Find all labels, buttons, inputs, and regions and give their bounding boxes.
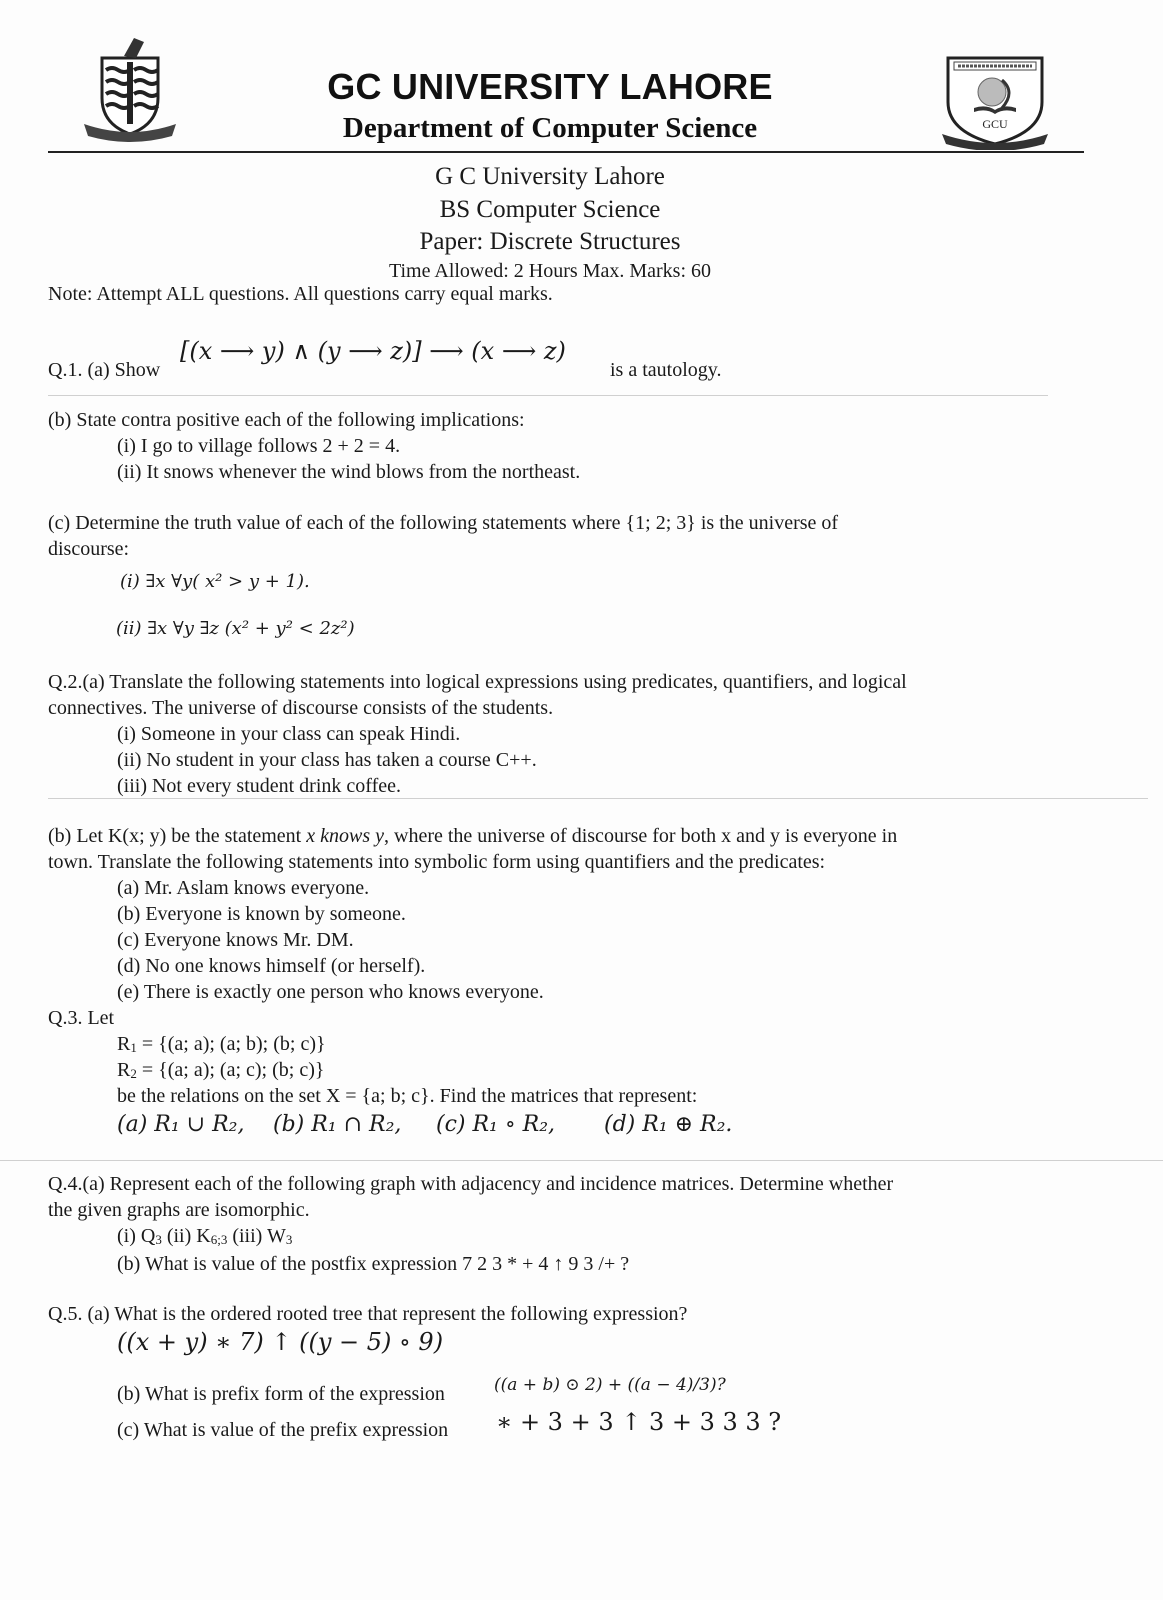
exam-paper-title: Paper: Discrete Structures (419, 228, 681, 255)
graph-w3-label: (iii) W (227, 1225, 286, 1247)
exam-note: Note: Attempt ALL questions. All questions carry equal marks. (48, 283, 553, 305)
q4a-title: Q.4.(a) Represent each of the following graph with adjacency and incidence matrices. Determine whether (48, 1173, 894, 1195)
q1a-expression: [(x ⟶ y) ∧ (y ⟶ z)] ⟶ (x ⟶ z) (180, 337, 566, 365)
q2b-item-d: (d) No one knows himself (or herself). (117, 955, 426, 977)
q3-title: Q.3. Let (48, 1007, 115, 1029)
q2b-title-cont: town. Translate the following statements into symbolic form using quantifiers and the predicates: (48, 851, 826, 873)
exam-time-marks: Time Allowed: 2 Hours Max. Marks: 60 (388, 260, 712, 282)
q2a-item-1: (i) Someone in your class can speak Hindi. (117, 723, 461, 745)
r1-sub: 1 (130, 1040, 137, 1055)
q1c-item-1: (i) ∃x ∀y( x² > y + 1). (120, 571, 310, 592)
q3-part-d: (d) R₁ ⊕ R₂. (604, 1112, 733, 1137)
q3-r2 (117, 1058, 324, 1086)
graph-q3-label: (i) Q (117, 1225, 156, 1247)
q1c-title-cont: discourse: (48, 538, 130, 560)
fold-line (0, 1160, 1163, 1161)
q2a-item-2: (ii) No student in your class has taken a course C++. (117, 749, 537, 771)
r1-value: = {(a; a); (a; b); (b; c)} (136, 1033, 326, 1055)
q1b-item-2: (ii) It snows whenever the wind blows from the northeast. (117, 461, 581, 483)
exam-university: G C University Lahore (435, 163, 665, 190)
q2b-item-b: (b) Everyone is known by someone. (117, 903, 406, 925)
q1a-prefix: Q.1. (a) Show (48, 359, 161, 381)
q5a-expression: ((x + y) ∗ 7) ↑ ((y − 5) ∘ 9) (117, 1328, 444, 1356)
q5b-expression: ((a + b) ⊙ 2) + ((a − 4)/3)? (494, 1375, 726, 1395)
graph-q3-sub: 3 (155, 1232, 162, 1247)
q2b-title-em: x knows y (306, 825, 385, 847)
q5b-text: (b) What is prefix form of the expression (117, 1383, 445, 1405)
exam-program: BS Computer Science (439, 196, 661, 223)
fold-line (48, 798, 1148, 799)
department-shield-icon (940, 52, 1050, 150)
q2b-item-c: (c) Everyone knows Mr. DM. (117, 929, 354, 951)
q4b-text: (b) What is value of the postfix expression 7 2 3 * + 4 ↑ 9 3 /+ ? (117, 1253, 630, 1275)
q3-part-c: (c) R₁ ∘ R₂, (436, 1112, 556, 1137)
r2-sub: 2 (130, 1066, 137, 1081)
graph-k63-sub: 6;3 (210, 1232, 228, 1247)
university-title: GC UNIVERSITY LAHORE (327, 66, 773, 107)
graph-k63-label: (ii) K (161, 1225, 211, 1247)
q2b-item-e: (e) There is exactly one person who knows everyone. (117, 981, 544, 1003)
q3-set-line: be the relations on the set X = {a; b; c}. Find the matrices that represent: (117, 1085, 698, 1107)
r1-label: R (117, 1033, 131, 1055)
q4a-title-cont: the given graphs are isomorphic. (48, 1199, 310, 1221)
q1b-item-1: (i) I go to village follows 2 + 2 = 4. (117, 435, 401, 457)
q2a-title: Q.2.(a) Translate the following statements into logical expressions using predicates, quantifiers, and logical (48, 671, 907, 693)
r2-value: = {(a; a); (a; c); (b; c)} (136, 1059, 325, 1081)
q1a-suffix: is a tautology. (610, 359, 722, 381)
q5c-expression: ∗ + 3 + 3 ↑ 3 + 3 3 3 ? (496, 1408, 782, 1436)
q4a-graphs (117, 1224, 292, 1252)
r2-label: R (117, 1059, 131, 1081)
q1c-title: (c) Determine the truth value of each of the following statements where {1; 2; 3} is the universe of (48, 512, 839, 534)
header-divider (48, 151, 1084, 153)
q3-part-a: (a) R₁ ∪ R₂, (117, 1112, 245, 1137)
q5c-text: (c) What is value of the prefix expression (117, 1419, 449, 1441)
q2a-item-3: (iii) Not every student drink coffee. (117, 775, 401, 797)
q2b-item-a: (a) Mr. Aslam knows everyone. (117, 877, 370, 899)
q1b-title: (b) State contra positive each of the following implications: (48, 409, 525, 431)
q3-part-b: (b) R₁ ∩ R₂, (273, 1112, 402, 1137)
logo-right-text: GCU (982, 117, 1008, 131)
graph-w3-sub: 3 (285, 1232, 293, 1247)
fold-line (48, 395, 1048, 396)
q2a-title-cont: connectives. The universe of discourse consists of the students. (48, 697, 554, 719)
q3-r1 (117, 1032, 326, 1060)
department-title: Department of Computer Science (342, 112, 758, 144)
q1c-item-2: (ii) ∃x ∀y ∃z (x² + y² < 2z²) (116, 618, 355, 639)
q2b-title-post: , where the universe of discourse for both x and y is everyone in (384, 825, 898, 847)
q5a-title: Q.5. (a) What is the ordered rooted tree that represent the following expression? (48, 1303, 688, 1325)
q2b-title (48, 824, 897, 848)
q2b-title-pre: (b) Let K(x; y) be the statement (48, 825, 307, 847)
